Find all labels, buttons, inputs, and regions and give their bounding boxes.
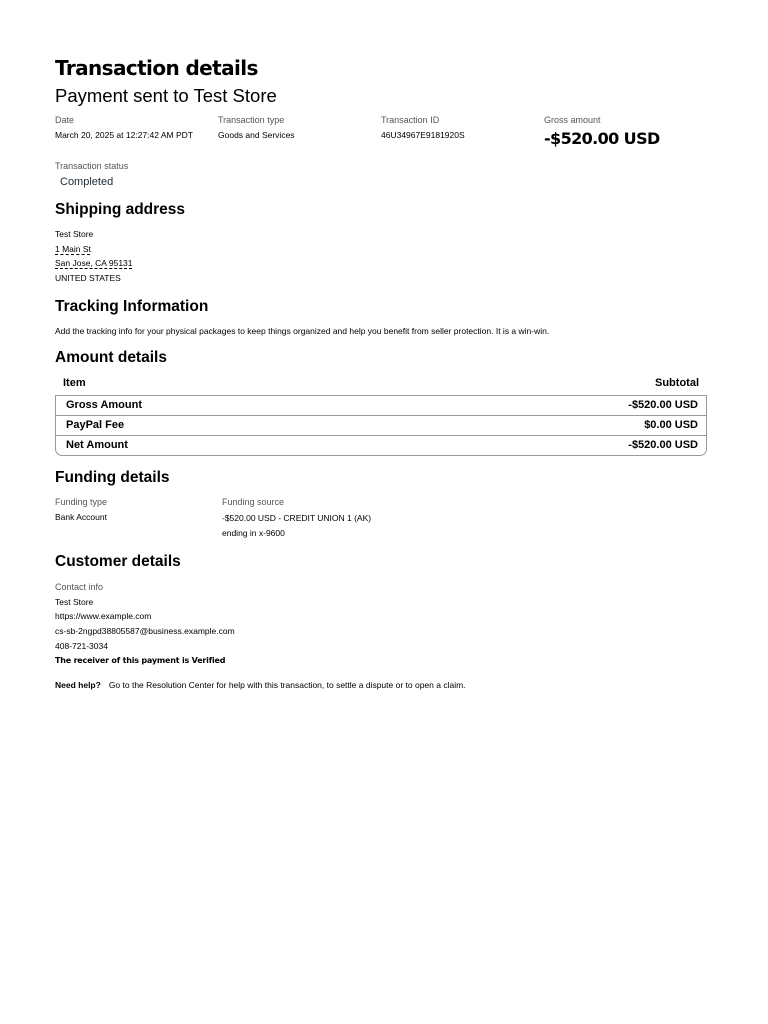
payment-subtitle: Payment sent to Test Store	[55, 85, 277, 106]
shipping-street-link[interactable]: 1 Main St	[55, 243, 91, 254]
status-value: Completed	[60, 176, 114, 188]
date-field	[55, 114, 218, 148]
status-label: Transaction status	[55, 161, 129, 171]
item-column-header: Item	[63, 377, 86, 389]
funding-source-label: Funding source	[222, 497, 285, 507]
row-item: Net Amount	[66, 439, 128, 451]
transaction-type-label: Transaction type	[218, 115, 285, 125]
transaction-meta	[55, 114, 707, 148]
row-item: Gross Amount	[66, 399, 142, 411]
row-value: -$520.00 USD	[628, 399, 698, 411]
table-row	[56, 435, 706, 455]
date-value: March 20, 2025 at 12:27:42 AM PDT	[55, 130, 193, 140]
shipping-city-link[interactable]: San Jose, CA 95131	[55, 258, 133, 268]
page-title: Transaction details	[55, 56, 258, 80]
tracking-text: Add the tracking info for your physical packages to keep things organized and help you benefit from seller protection. It is a win-win.	[55, 326, 550, 336]
row-value: $0.00 USD	[644, 419, 698, 431]
tracking-heading: Tracking Information	[55, 298, 209, 315]
subtotal-column-header: Subtotal	[655, 377, 699, 389]
funding-type-label: Funding type	[55, 497, 108, 507]
gross-amount-field	[544, 114, 707, 148]
shipping-name: Test Store	[55, 229, 94, 239]
funding-source-field	[222, 496, 372, 540]
funding-source-value: -$520.00 USD - CREDIT UNION 1 (AK) ending in x-9600	[222, 513, 372, 538]
shipping-heading: Shipping address	[55, 201, 186, 218]
gross-amount-value: -$520.00 USD	[544, 129, 660, 148]
contact-info-label: Contact info	[55, 582, 104, 592]
help-section	[55, 680, 707, 690]
transaction-id-value: 46U34967E9181920S	[381, 130, 465, 140]
customer-heading: Customer details	[55, 553, 181, 570]
row-value: -$520.00 USD	[628, 439, 698, 451]
table-row	[56, 415, 706, 435]
transaction-type-value: Goods and Services	[218, 130, 295, 140]
customer-email: cs-sb-2ngpd38805587@business.example.com	[55, 626, 235, 637]
gross-amount-label: Gross amount	[544, 115, 601, 125]
amount-table-header	[55, 376, 707, 390]
funding-heading: Funding details	[55, 469, 170, 486]
customer-details	[55, 580, 707, 668]
help-text: Go to the Resolution Center for help with this transaction, to settle a dispute or to open a claim.	[108, 680, 466, 691]
verified-notice: The receiver of this payment is Verified	[55, 655, 226, 665]
transaction-type-field	[218, 114, 381, 148]
shipping-country: UNITED STATES	[55, 272, 121, 283]
amount-table	[55, 395, 707, 456]
customer-name: Test Store	[55, 596, 94, 607]
transaction-id-field	[381, 114, 544, 148]
need-help-label: Need help?	[55, 680, 101, 691]
row-item: PayPal Fee	[66, 419, 125, 431]
customer-website: https://www.example.com	[55, 611, 152, 622]
date-label: Date	[55, 115, 75, 125]
table-row	[56, 396, 706, 415]
shipping-address	[55, 227, 707, 285]
transaction-id-label: Transaction ID	[381, 115, 440, 125]
funding-type-field	[55, 496, 222, 540]
amount-heading: Amount details	[55, 349, 167, 366]
transaction-status	[55, 160, 707, 188]
funding-details	[55, 496, 707, 540]
customer-phone: 408-721-3034	[55, 640, 108, 651]
funding-type-value: Bank Account	[55, 512, 107, 522]
transaction-details-page	[55, 55, 707, 690]
